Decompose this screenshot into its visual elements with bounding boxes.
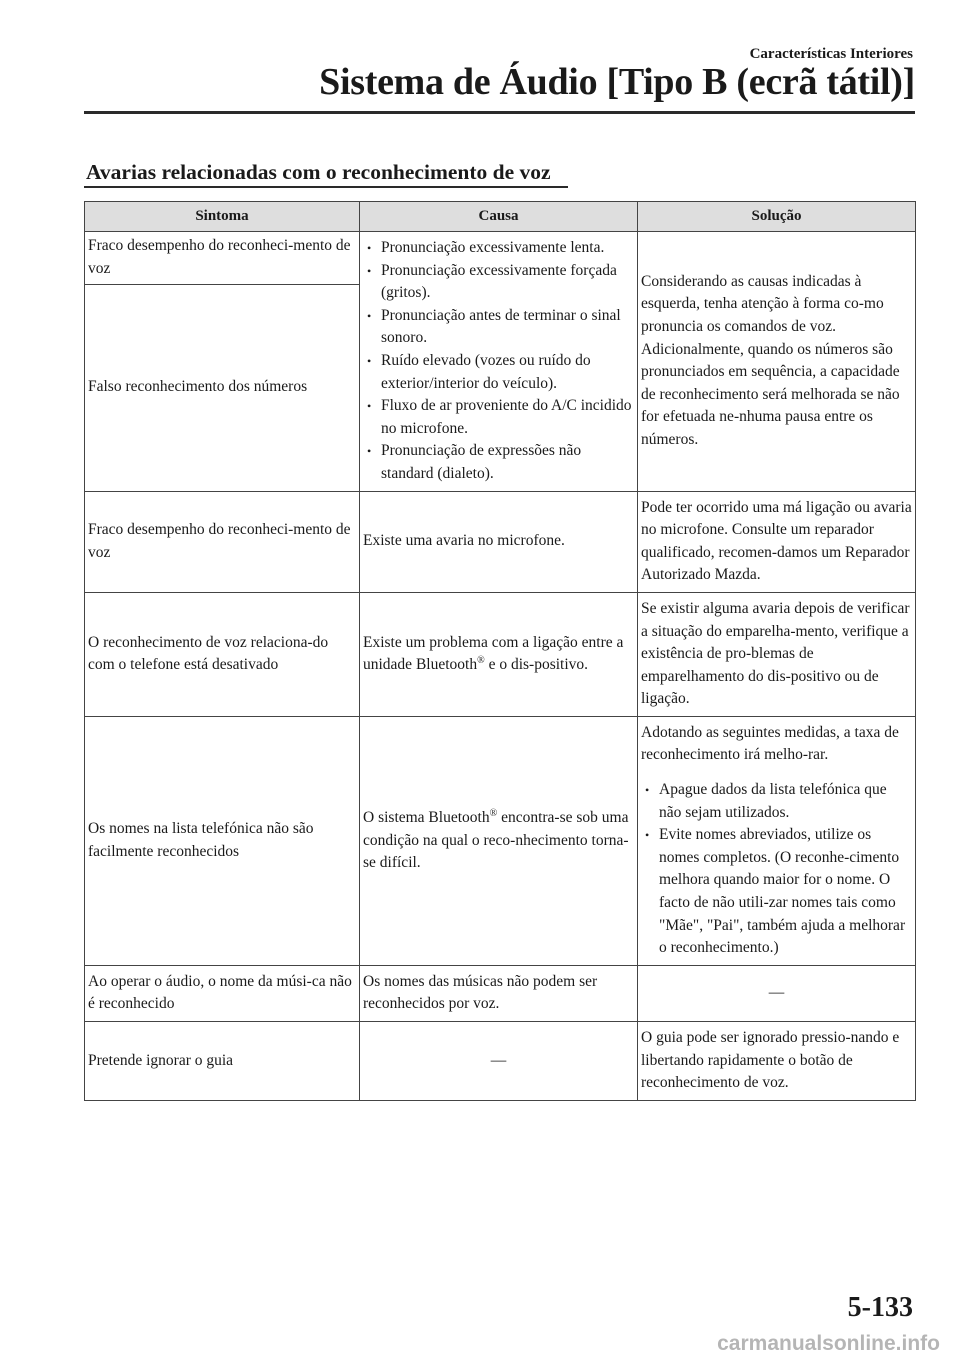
table-row xyxy=(85,965,916,1021)
cause-cell: Existe uma avaria no microfone. xyxy=(360,491,638,592)
cause-text: Existe um problema com a ligação entre a unidade Bluetooth xyxy=(363,633,624,674)
symptom-cell: Fraco desempenho do reconheci-mento de voz xyxy=(85,491,360,592)
symptom-cell: O reconhecimento de voz relaciona-do com o telefone está desativado xyxy=(85,592,360,716)
watermark: carmanualsonline.info xyxy=(717,1332,940,1355)
header-cause: Causa xyxy=(360,202,638,232)
registered-mark: ® xyxy=(477,655,485,667)
table-row xyxy=(85,491,916,592)
cause-text: O sistema Bluetooth xyxy=(363,808,490,826)
table-row xyxy=(85,1022,916,1101)
solution-cell: Se existir alguma avaria depois de verificar a situação do emparelha-mento, verifique a existência de pro-blemas de emparelhamento do dis-positivo ou de ligação. xyxy=(638,592,916,716)
page-number: 5-133 xyxy=(847,1292,913,1323)
section-underline xyxy=(84,186,568,188)
symptom-cell: Falso reconhecimento dos números xyxy=(85,285,360,492)
registered-mark: ® xyxy=(489,807,498,819)
list-item: • Apague dados da lista telefónica que não sejam utilizados. xyxy=(641,779,912,824)
symptom-cell: Fraco desempenho do reconheci-mento de voz xyxy=(85,232,360,285)
symptom-cell: Pretende ignorar o guia xyxy=(85,1022,360,1101)
page-title: Sistema de Áudio [Tipo B (ecrã tátil)] xyxy=(319,61,915,103)
list-item: • Pronunciação de expressões não standard (dialeto). xyxy=(363,440,634,485)
symptom-cell: Ao operar o áudio, o nome da músi-ca não é reconhecido xyxy=(85,965,360,1021)
header-solution: Solução xyxy=(638,202,916,232)
section-title: Avarias relacionadas com o reconhecimento de voz xyxy=(86,160,551,184)
solution-cell xyxy=(638,716,916,965)
header-symptom: Sintoma xyxy=(85,202,360,232)
solution-list xyxy=(641,779,912,960)
header-rule xyxy=(84,111,915,114)
table-row xyxy=(85,716,916,965)
cause-cell xyxy=(360,232,638,492)
cause-cell xyxy=(360,592,638,716)
cause-text: encontra-se sob uma condição na qual o reco-nhecimento torna-se difícil. xyxy=(363,808,629,872)
solution-cell: Considerando as causas indicadas à esquerda, tenha atenção à forma co-mo pronuncia os comandos de voz. Adicionalmente, quando os números são pronunciados em sequência, a capacidade de reconhecimento será melhorada se não for efetuada ne-nhuma pausa entre os números. xyxy=(638,232,916,492)
troubleshooting-table xyxy=(84,201,916,1101)
list-item: • Evite nomes abreviados, utilize os nomes completos. (O reconhe-cimento melhora quando maior for o nome. O facto de não utili-zar nomes tais como "Mãe", "Pai", também ajuda a melhorar o reconhecimento.) xyxy=(641,824,912,960)
symptom-cell: Os nomes na lista telefónica não são facilmente reconhecidos xyxy=(85,716,360,965)
solution-intro: Adotando as seguintes medidas, a taxa de reconhecimento irá melho-rar. xyxy=(641,723,899,764)
cause-cell: — xyxy=(360,1022,638,1101)
table-row xyxy=(85,232,916,285)
list-item: • Pronunciação antes de terminar o sinal sonoro. xyxy=(363,305,634,350)
table-header-row xyxy=(85,202,916,232)
cause-cell: Os nomes das músicas não podem ser reconhecidos por voz. xyxy=(360,965,638,1021)
list-item: • Pronunciação excessivamente lenta. xyxy=(363,237,634,260)
solution-cell: — xyxy=(638,965,916,1021)
list-item: • Pronunciação excessivamente forçada (gritos). xyxy=(363,260,634,305)
table-row xyxy=(85,592,916,716)
cause-list xyxy=(363,237,634,486)
chapter-label: Características Interiores xyxy=(749,46,913,62)
solution-cell: O guia pode ser ignorado pressio-nando e libertando rapidamente o botão de reconhecimento de voz. xyxy=(638,1022,916,1101)
cause-cell xyxy=(360,716,638,965)
list-item: • Ruído elevado (vozes ou ruído do exterior/interior do veículo). xyxy=(363,350,634,395)
list-item: • Fluxo de ar proveniente do A/C incidido no microfone. xyxy=(363,395,634,440)
cause-text: e o dis-positivo. xyxy=(484,656,589,674)
solution-cell: Pode ter ocorrido uma má ligação ou avaria no microfone. Consulte um reparador qualificado, recomen-damos um Reparador Autorizado Mazda. xyxy=(638,491,916,592)
